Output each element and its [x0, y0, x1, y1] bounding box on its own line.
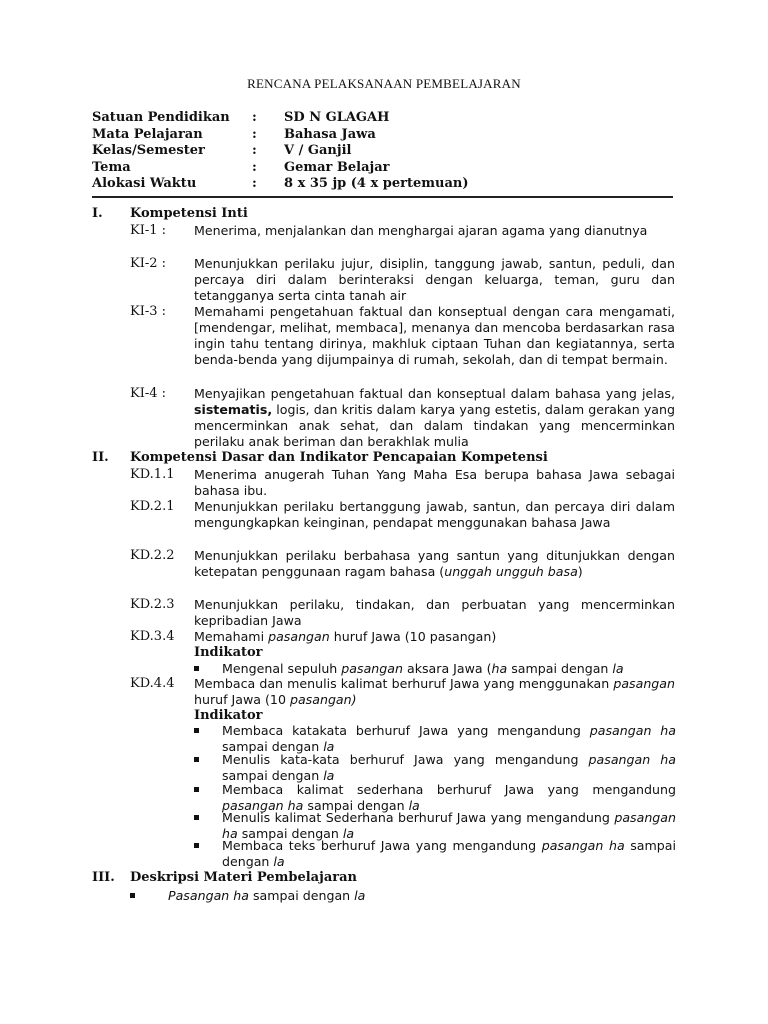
- kd-code: KD.4.4: [130, 676, 175, 691]
- text-italic: pasangan ha: [222, 810, 676, 841]
- ki-code: KI-1 :: [130, 223, 167, 238]
- ki-text: [194, 386, 675, 450]
- identity-value: 8 x 35 jp (4 x pertemuan): [284, 176, 469, 191]
- text-italic: la: [323, 739, 335, 754]
- text-part: sampai dengan: [507, 661, 613, 676]
- identity-value: Gemar Belajar: [284, 159, 390, 175]
- ki-text: Menerima, menjalankan dan menghargai ajaran agama yang dianutnya: [194, 223, 648, 238]
- identity-row: [92, 143, 469, 160]
- kd-text: Menerima anugerah Tuhan Yang Maha Esa berupa bahasa Jawa sebagai bahasa ibu.: [194, 467, 675, 498]
- identity-label: Alokasi Waktu: [92, 176, 197, 191]
- indikator-item: [194, 752, 676, 784]
- section-number: III.: [92, 870, 115, 885]
- text-part: sampai dengan: [222, 838, 677, 869]
- indikator-text: [222, 752, 676, 784]
- text-italic: la: [354, 888, 366, 903]
- text-italic: ha: [491, 661, 508, 676]
- divider-rule: [92, 196, 673, 198]
- section-number: I.: [92, 206, 103, 221]
- identity-label: Kelas/Semester: [92, 143, 205, 158]
- bullet-square-icon: [194, 757, 199, 762]
- identity-value: SD N GLAGAH: [284, 110, 390, 125]
- section-title: Deskripsi Materi Pembelajaran: [130, 870, 357, 885]
- kd-text-part: ): [577, 564, 583, 579]
- kd-1-1: [130, 467, 675, 499]
- kd-text: [194, 676, 675, 708]
- text-part: Mengenal sepuluh: [222, 661, 342, 676]
- ki-text-bold: sistematis,: [194, 402, 273, 417]
- indikator-label: Indikator: [194, 708, 263, 723]
- identity-row: [92, 176, 469, 193]
- ki-1: [130, 223, 675, 239]
- bullet-square-icon: [194, 728, 199, 733]
- materi-item: [130, 888, 365, 904]
- ki-2: [130, 256, 675, 304]
- identity-label: Satuan Pendidikan: [92, 110, 230, 125]
- identity-colon: :: [252, 126, 257, 142]
- kd-code: KD.1.1: [130, 467, 175, 482]
- indikator-item: [194, 661, 676, 677]
- kd-code: KD.2.1: [130, 499, 175, 514]
- kd-text: [194, 548, 675, 580]
- kd-text-part: Menunjukkan perilaku berbahasa yang santun yang ditunjukkan dengan ketepatan penggunaan ragam bahasa (: [194, 548, 675, 579]
- identity-colon: :: [252, 176, 257, 191]
- text-italic: la: [342, 826, 355, 841]
- kd-text-italic: pasangan: [268, 629, 330, 644]
- text-part: Menulis kalimat Sederhana berhuruf Jawa yang mengandung: [222, 810, 615, 825]
- ki-text: Memahami pengetahuan faktual dan konseptual dengan cara mengamati, [mendengar, melihat, membaca], menanya dan mencoba berdasarkan rasa ingin tahu tentang dirinya, makhluk ciptaan Tuhan dan kegiatannya, serta benda-benda yang dijumpainya di rumah, sekolah, dan di tempat bermain.: [194, 304, 675, 367]
- text-part: Menulis kata-kata berhuruf Jawa yang mengandung: [222, 752, 589, 767]
- text-part: Membaca katakata berhuruf Jawa yang mengandung: [222, 723, 590, 738]
- indikator-item: [194, 723, 676, 755]
- kd-2-3: [130, 597, 675, 629]
- text-part: sampai dengan: [222, 739, 324, 754]
- identity-colon: :: [252, 143, 257, 158]
- ki-text-part: logis, dan kritis dalam karya yang estetis, dalam gerakan yang mencerminkan anak sehat, dan dalam tindakan yang mencerminkan perilaku anak beriman dan berakhlak mulia: [194, 402, 675, 449]
- text-italic: pasangan ha: [588, 752, 676, 767]
- identity-label: Tema: [92, 159, 131, 175]
- identity-row: [92, 127, 469, 144]
- text-italic: la: [612, 661, 624, 676]
- ki-4: [130, 386, 675, 450]
- kd-3-4: [130, 629, 675, 645]
- ki-code: KI-2 :: [130, 256, 167, 271]
- bullet-square-icon: [194, 843, 199, 848]
- text-italic: Pasangan ha: [168, 888, 249, 903]
- section-number: II.: [92, 450, 109, 465]
- kd-4-4: [130, 676, 675, 708]
- section-heading-3: [92, 870, 357, 885]
- ki-code: KI-3 :: [130, 304, 167, 319]
- kd-code: KD.3.4: [130, 629, 175, 644]
- kd-code: KD.2.2: [130, 548, 175, 563]
- section-heading-1: [92, 206, 248, 221]
- identity-colon: :: [252, 110, 257, 125]
- text-italic: pasangan ha: [541, 838, 625, 853]
- text-part: aksara Jawa (: [402, 661, 492, 676]
- text-part: sampai dengan: [248, 888, 355, 903]
- indikator-label: Indikator: [194, 645, 263, 660]
- indikator-text: [222, 838, 676, 870]
- section-title: Kompetensi Dasar dan Indikator Pencapaian Kompetensi: [130, 450, 548, 465]
- ki-code: KI-4 :: [130, 386, 167, 401]
- kd-text-italic: pasangan): [289, 692, 357, 707]
- text-italic: pasangan ha: [589, 723, 676, 738]
- section-heading-2: [92, 450, 548, 465]
- bullet-square-icon: [194, 787, 199, 792]
- identity-colon: :: [252, 159, 257, 175]
- kd-text-part: huruf Jawa (10 pasangan): [329, 629, 497, 644]
- document-title: RENCANA PELAKSANAAN PEMBELAJARAN: [247, 76, 521, 91]
- text-italic: pasangan: [341, 661, 403, 676]
- text-italic: la: [408, 798, 420, 813]
- text-italic: la: [323, 768, 335, 783]
- ki-text: Menunjukkan perilaku jujur, disiplin, tanggung jawab, santun, peduli, dan percaya diri dalam berinteraksi dengan keluarga, teman, guru dan tetangganya serta cinta tanah air: [194, 256, 675, 303]
- text-part: Membaca teks berhuruf Jawa yang mengandung: [222, 838, 542, 853]
- text-italic: pasangan ha: [222, 798, 304, 813]
- indikator-item: [194, 838, 676, 870]
- bullet-square-icon: [194, 666, 199, 671]
- indikator-text: [222, 661, 676, 677]
- kd-code: KD.2.3: [130, 597, 175, 612]
- section-title: Kompetensi Inti: [130, 206, 248, 221]
- identity-block: [92, 110, 469, 193]
- bullet-square-icon: [130, 893, 135, 898]
- kd-text-part: Memahami: [194, 629, 269, 644]
- identity-row: [92, 160, 469, 177]
- ki-3: [130, 304, 675, 368]
- kd-text: Menunjukkan perilaku bertanggung jawab, santun, dan percaya diri dalam mengungkapkan keinginan, pendapat menggunakan bahasa Jawa: [194, 499, 675, 530]
- text-part: sampai dengan: [237, 826, 343, 841]
- kd-text-part: huruf Jawa (10: [194, 692, 290, 707]
- kd-text-italic: unggah ungguh basa: [444, 564, 578, 579]
- text-part: sampai dengan: [222, 768, 324, 783]
- kd-2-2: [130, 548, 675, 580]
- kd-text: [194, 629, 675, 645]
- identity-label: Mata Pelajaran: [92, 126, 203, 142]
- bullet-square-icon: [194, 815, 199, 820]
- text-part: sampai dengan: [303, 798, 409, 813]
- ki-text-part: Menyajikan pengetahuan faktual dan konseptual dalam bahasa yang jelas,: [194, 386, 675, 401]
- identity-row: [92, 110, 469, 127]
- indikator-text: [222, 723, 676, 755]
- kd-text-part: Membaca dan menulis kalimat berhuruf Jawa yang menggunakan: [194, 676, 614, 691]
- identity-value: Bahasa Jawa: [284, 126, 376, 142]
- text-part: Membaca kalimat sederhana berhuruf Jawa yang mengandung: [222, 782, 676, 797]
- text-italic: la: [273, 854, 285, 869]
- materi-text: [168, 888, 365, 903]
- identity-value: V / Ganjil: [284, 143, 352, 158]
- kd-text-italic: pasangan: [613, 676, 675, 691]
- kd-text: Menunjukkan perilaku, tindakan, dan perbuatan yang mencerminkan kepribadian Jawa: [194, 597, 675, 628]
- kd-2-1: [130, 499, 675, 531]
